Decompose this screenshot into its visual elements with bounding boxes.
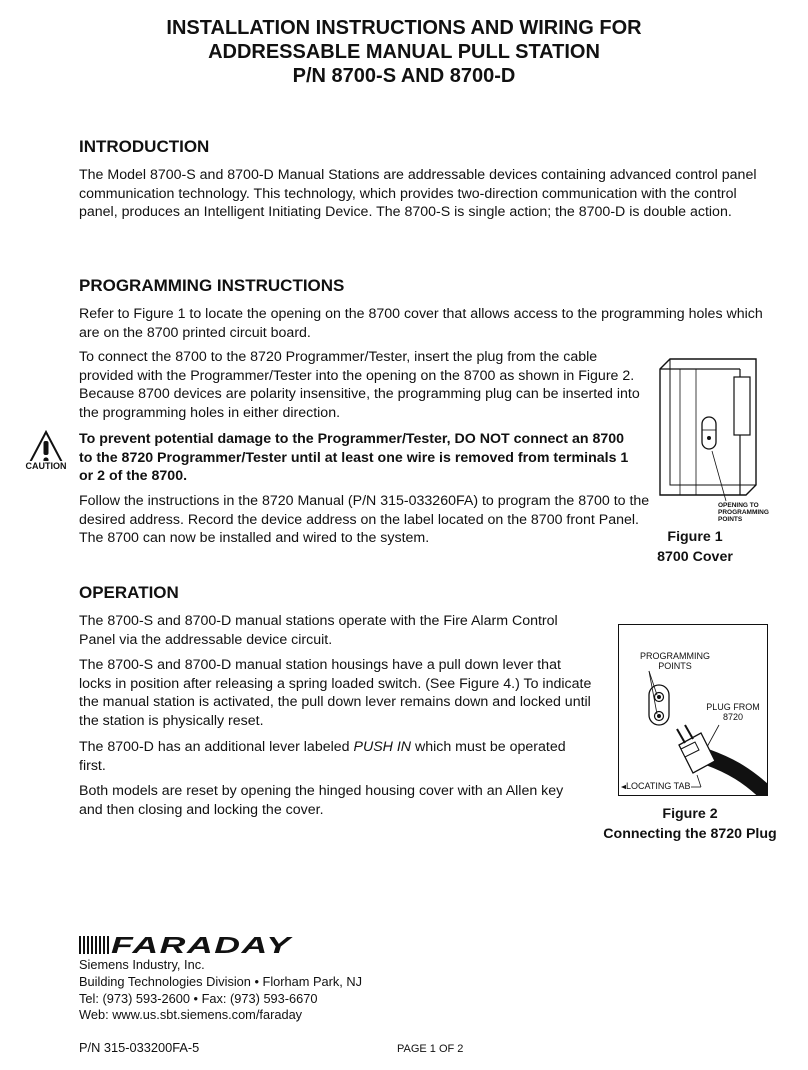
figure-1-caption-line-2: 8700 Cover	[657, 549, 733, 565]
title-line-3: P/N 8700-S AND 8700-D	[292, 65, 516, 87]
figure-2-plug-label-line-1: PLUG FROM	[706, 702, 760, 712]
footer-contact: Tel: (973) 593-2600 • Fax: (973) 593-6670	[79, 991, 318, 1006]
figure-1-label-line-1: OPENING TO	[718, 502, 759, 509]
operation-paragraph-4: Both models are reset by opening the hinged housing cover with an Allen key and then closing and locking the cover.	[79, 783, 564, 818]
footer-company: Siemens Industry, Inc.	[79, 957, 205, 972]
figure-2-programming-label-line-2: POINTS	[658, 661, 692, 671]
operation-paragraph-2: The 8700-S and 8700-D manual station housings have a pull down lever that locks in position after releasing a spring loaded switch. (See Figure 4.) To indicate the manual station is activated, the pull down lever remains down and locked until the station is physically reset.	[79, 657, 592, 729]
figure-2-programming-label	[640, 651, 710, 671]
footer-part-number: P/N 315-033200FA-5	[79, 1040, 200, 1055]
push-in-label: PUSH IN	[353, 739, 412, 755]
title-line-1: INSTALLATION INSTRUCTIONS AND WIRING FOR	[166, 17, 642, 39]
figure-2-caption-line-2: Connecting the 8720 Plug	[603, 826, 777, 842]
figure-1-label-line-3: POINTS	[718, 516, 743, 523]
introduction-body: The Model 8700-S and 8700-D Manual Stations are addressable devices containing advanced control panel communication technology. This technology, which provides two-direction communication with the control panel, produces an Intelligent Initiating Device. The 8700-S is single action; the 8700-D is double action.	[79, 167, 757, 220]
caution-warning: To prevent potential damage to the Programmer/Tester, DO NOT connect an 8700 to the 8720 Programmer/Tester until at least one wire is removed from terminals 1 or 2 of the 8700.	[79, 431, 629, 484]
title-line-2: ADDRESSABLE MANUAL PULL STATION	[208, 41, 600, 63]
figure-2-programming-label-line-1: PROGRAMMING	[640, 651, 711, 661]
footer-web: Web: www.us.sbt.siemens.com/faraday	[79, 1007, 303, 1022]
footer-division: Building Technologies Division • Florham Park, NJ	[79, 974, 363, 989]
figure-2-tab-label: LOCATING TAB	[626, 781, 691, 791]
operation-paragraph-3-end: which must be operated first.	[79, 739, 566, 774]
faraday-logo	[79, 932, 351, 958]
document-title	[0, 16, 808, 88]
introduction-heading: INTRODUCTION	[79, 137, 210, 156]
figure-2-plug-label-line-2: 8720	[722, 712, 744, 722]
programming-paragraph-1: Refer to Figure 1 to locate the opening on the 8700 cover that allows access to the programming holes which are on the 8700 printed circuit board.	[79, 306, 763, 341]
caution-label: CAUTION	[25, 461, 67, 471]
page-number: PAGE 1 OF 2	[397, 1043, 464, 1055]
logo-wordmark: FARADAY	[111, 932, 292, 958]
figure-1-drawing	[656, 355, 766, 525]
figure-2-plug-label	[700, 702, 766, 722]
figure-1-caption	[635, 527, 755, 567]
figure-1-label-line-2: PROGRAMMING	[718, 509, 769, 516]
operation-paragraph-1: The 8700-S and 8700-D manual stations operate with the Fire Alarm Control Panel via the addressable device circuit.	[79, 613, 558, 648]
operation-paragraph-3-start: The 8700-D has an additional lever labeled	[79, 739, 354, 755]
operation-paragraph-3	[79, 738, 589, 775]
programming-paragraph-2: To connect the 8700 to the 8720 Programmer/Tester, insert the plug from the cable provided with the Programmer/Tester into the opening on the 8700 as shown in Figure 2. Because 8700 devices are polarity insensitive, the programming plug can be inserted into the programming holes in either direction.	[79, 349, 640, 421]
operation-heading: OPERATION	[79, 583, 179, 602]
programming-paragraph-3: Follow the instructions in the 8720 Manual (P/N 315-033260FA) to program the 8700 to the desired address. Record the device address on the label located on the 8700 front Panel. The 8700 can now be installed and wired to the system.	[79, 493, 650, 546]
figure-2-caption-line-1: Figure 2	[662, 806, 718, 822]
figure-2-caption	[590, 804, 790, 844]
figure-1-caption-line-1: Figure 1	[667, 529, 723, 545]
programming-heading: PROGRAMMING INSTRUCTIONS	[79, 276, 345, 295]
logo-stripes	[79, 936, 109, 954]
figure-1-label	[718, 502, 788, 523]
